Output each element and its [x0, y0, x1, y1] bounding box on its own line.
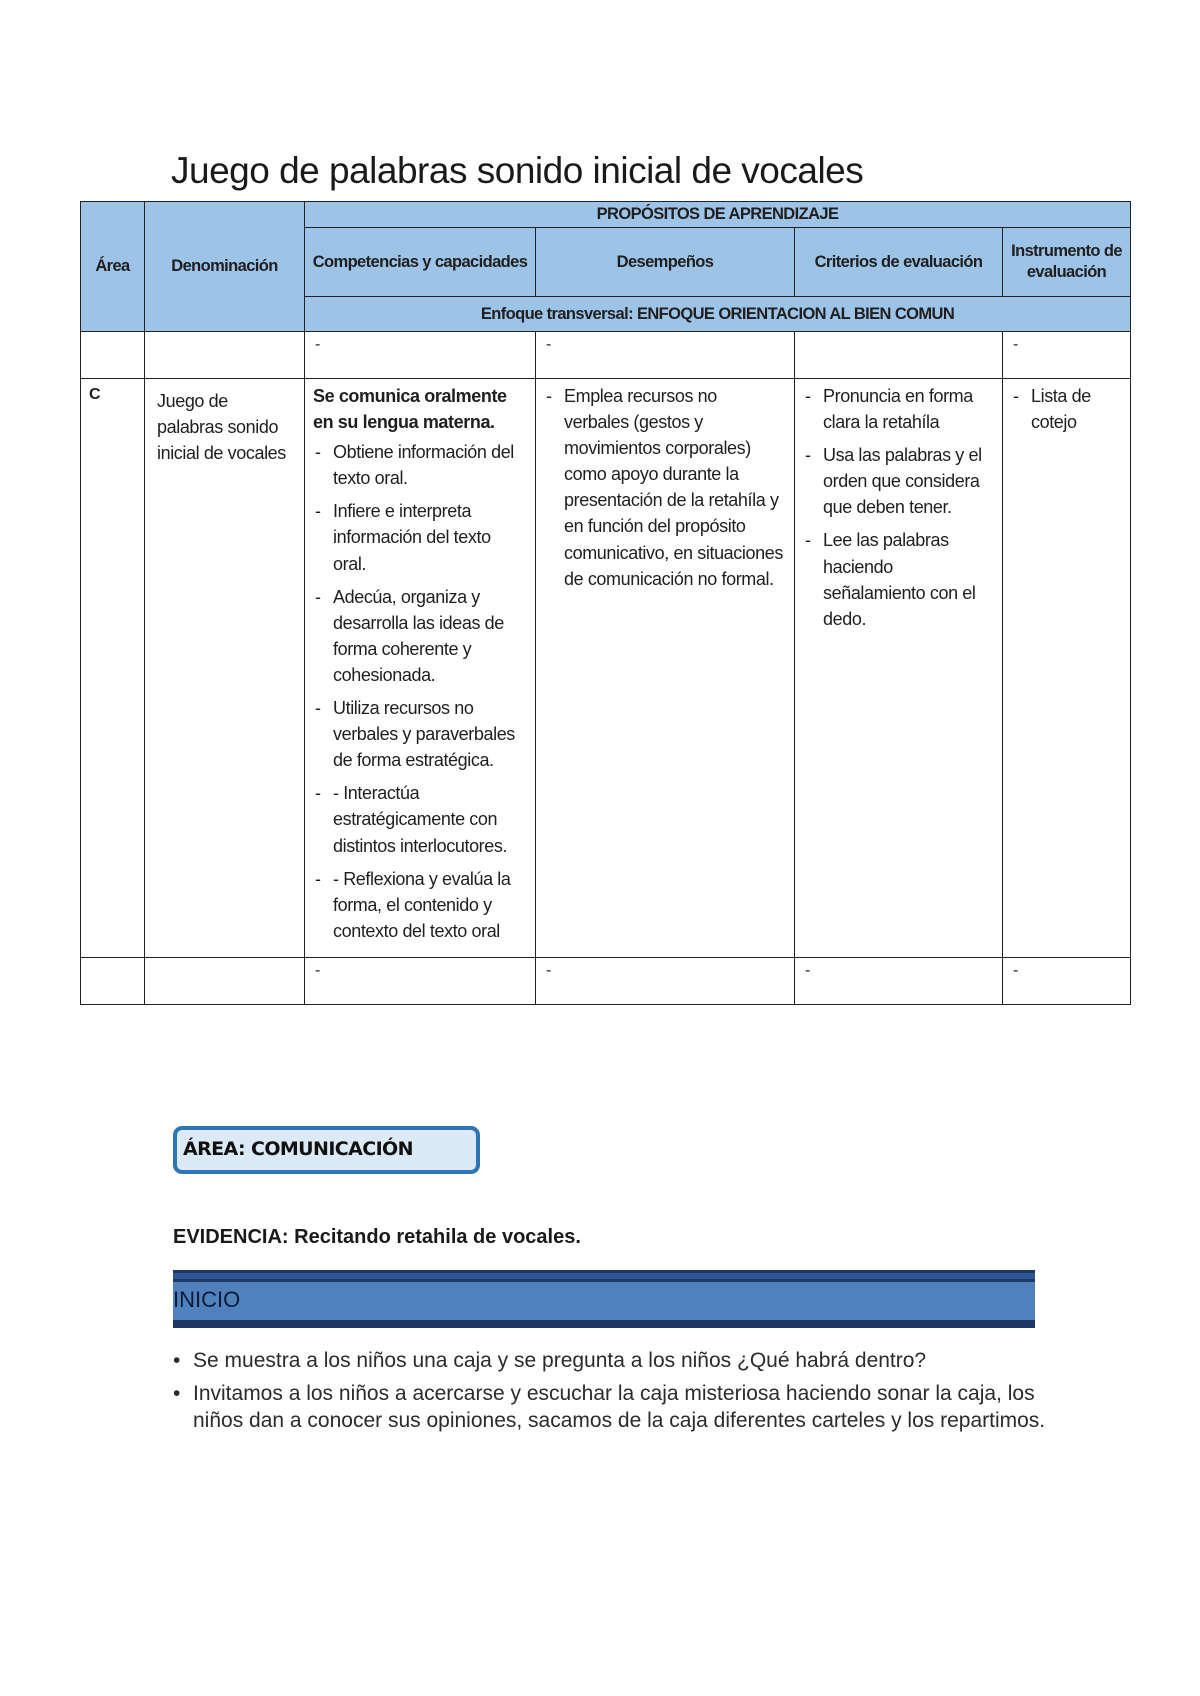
header-propositos: PROPÓSITOS DE APRENDIZAJE [305, 202, 1131, 228]
list-item: - Utiliza recursos no verbales y paraverbales de forma estratégica. [313, 695, 527, 773]
capacidades-list [313, 439, 527, 944]
list-item: - Infiere e interpreta información del texto oral. [313, 498, 527, 576]
table-row-empty-bottom [81, 957, 1131, 1004]
evidence-text: EVIDENCIA: Recitando retahila de vocales. [173, 1226, 581, 1248]
table-cell [145, 957, 305, 1004]
list-item: - - Reflexiona y evalúa la forma, el contenido y contexto del texto oral [313, 866, 527, 944]
list-item: - Adecúa, organiza y desarrolla las ideas de forma coherente y cohesionada. [313, 584, 527, 688]
list-item: - - Interactúa estratégicamente con distintos interlocutores. [313, 780, 527, 858]
list-item: - Lista de cotejo [1011, 383, 1122, 435]
section-divider [173, 1270, 1035, 1282]
cell-area: C [81, 379, 145, 958]
header-criterios: Criterios de evaluación [795, 228, 1003, 297]
table-cell: - [795, 957, 1003, 1004]
table-cell: - [536, 957, 795, 1004]
criterios-list [803, 383, 994, 632]
table-cell [81, 957, 145, 1004]
cell-competencias [305, 379, 536, 958]
table-row-empty-top [81, 332, 1131, 379]
competencia-title: Se comunica oralmente en su lengua materna. [313, 386, 507, 433]
table-cell: - [536, 332, 795, 379]
table-cell [795, 332, 1003, 379]
header-enfoque: Enfoque transversal: ENFOQUE ORIENTACION AL BIEN COMUN [305, 297, 1131, 332]
list-item: • Se muestra a los niños una caja y se pregunta a los niños ¿Qué habrá dentro? [173, 1348, 1053, 1375]
header-row-top [81, 202, 1131, 228]
table-cell [145, 332, 305, 379]
header-competencias: Competencias y capacidades [305, 228, 536, 297]
table-cell: - [305, 332, 536, 379]
list-item: - Lee las palabras haciendo señalamiento con el dedo. [803, 527, 994, 631]
cell-instrumento [1003, 379, 1131, 958]
document-title: Juego de palabras sonido inicial de vocales [171, 150, 864, 191]
list-item: - Usa las palabras y el orden que considera que deben tener. [803, 442, 994, 520]
table-cell: - [305, 957, 536, 1004]
list-item: • Invitamos a los niños a acercarse y escuchar la caja misteriosa haciendo sonar la caja, los niños dan a conocer sus opiniones, sacamos de la caja diferentes carteles y los repartimos. [173, 1381, 1053, 1435]
cell-denominacion: Juego de palabras sonido inicial de vocales [145, 379, 305, 958]
learning-plan-table [80, 201, 1131, 1005]
list-item: - Obtiene información del texto oral. [313, 439, 527, 491]
table-cell: - [1003, 957, 1131, 1004]
header-area: Área [81, 202, 145, 332]
cell-criterios [795, 379, 1003, 958]
header-denominacion: Denominación [145, 202, 305, 332]
instrumento-list [1011, 383, 1122, 435]
table-row-content [81, 379, 1131, 958]
header-instrumento: Instrumento de evaluación [1003, 228, 1131, 297]
section-divider [173, 1320, 1035, 1328]
cell-desempenos [536, 379, 795, 958]
list-item: - Emplea recursos no verbales (gestos y movimientos corporales) como apoyo durante la presentación de la retahíla y en función del propósito comunicativo, en situaciones de comunicación no formal. [544, 383, 786, 592]
area-label-box: ÁREA: COMUNICACIÓN [173, 1126, 480, 1174]
inicio-bullet-list [173, 1348, 1053, 1441]
header-desempenos: Desempeños [536, 228, 795, 297]
list-item: - Pronuncia en forma clara la retahíla [803, 383, 994, 435]
section-heading-inicio: INICIO [173, 1282, 1035, 1320]
desempenos-list [544, 383, 786, 592]
table-cell [81, 332, 145, 379]
table-cell: - [1003, 332, 1131, 379]
